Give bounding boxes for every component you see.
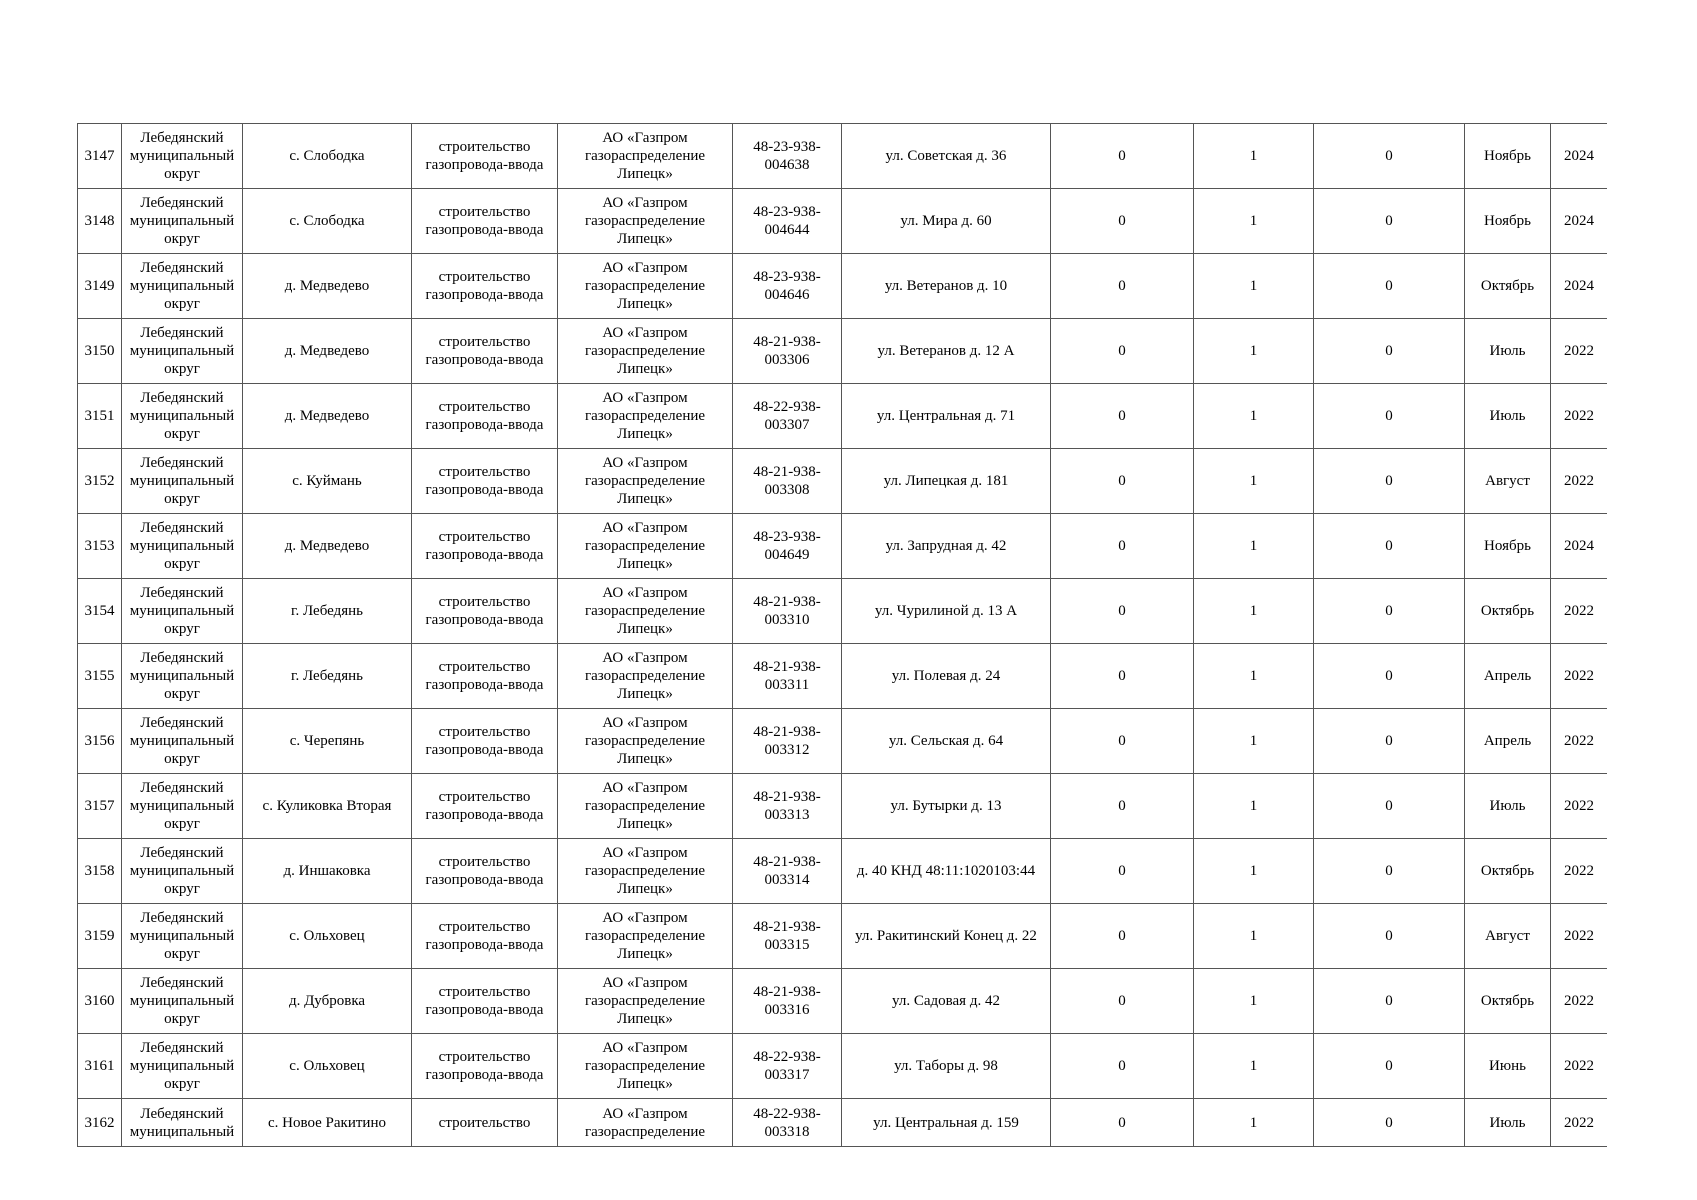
- work-type-cell: строительство газопровода-ввода: [412, 579, 558, 644]
- count-col-3-cell: 0: [1314, 189, 1465, 254]
- count-col-2-cell: 1: [1194, 384, 1314, 449]
- work-type-cell: строительство газопровода-ввода: [412, 514, 558, 579]
- address-cell: ул. Запрудная д. 42: [842, 514, 1051, 579]
- object-code-cell: 48-21-938-003316: [733, 969, 842, 1034]
- count-col-3-cell: 0: [1314, 514, 1465, 579]
- table-row: [78, 449, 1608, 514]
- year-cell: 2022: [1551, 839, 1608, 904]
- address-cell: ул. Бутырки д. 13: [842, 774, 1051, 839]
- work-type-cell: строительство: [412, 1099, 558, 1147]
- row-number-cell: 3148: [78, 189, 122, 254]
- locality-cell: д. Медведево: [243, 254, 412, 319]
- table-row: [78, 384, 1608, 449]
- count-col-3-cell: 0: [1314, 319, 1465, 384]
- locality-cell: д. Медведево: [243, 514, 412, 579]
- count-col-3-cell: 0: [1314, 449, 1465, 514]
- month-cell: Октябрь: [1465, 254, 1551, 319]
- organization-cell: АО «Газпром газораспределение Липецк»: [558, 969, 733, 1034]
- work-type-cell: строительство газопровода-ввода: [412, 709, 558, 774]
- organization-cell: АО «Газпром газораспределение Липецк»: [558, 319, 733, 384]
- count-col-1-cell: 0: [1051, 644, 1194, 709]
- work-type-cell: строительство газопровода-ввода: [412, 319, 558, 384]
- count-col-1-cell: 0: [1051, 254, 1194, 319]
- count-col-1-cell: 0: [1051, 189, 1194, 254]
- year-cell: 2022: [1551, 774, 1608, 839]
- district-cell: Лебедянский муниципальный округ: [122, 189, 243, 254]
- count-col-1-cell: 0: [1051, 904, 1194, 969]
- month-cell: Июль: [1465, 384, 1551, 449]
- object-code-cell: 48-22-938-003307: [733, 384, 842, 449]
- count-col-2-cell: 1: [1194, 254, 1314, 319]
- district-cell: Лебедянский муниципальный округ: [122, 254, 243, 319]
- row-number-cell: 3149: [78, 254, 122, 319]
- address-cell: ул. Ракитинский Конец д. 22: [842, 904, 1051, 969]
- table-row: [78, 579, 1608, 644]
- work-type-cell: строительство газопровода-ввода: [412, 124, 558, 189]
- locality-cell: д. Медведево: [243, 319, 412, 384]
- table-row: [78, 514, 1608, 579]
- district-cell: Лебедянский муниципальный округ: [122, 969, 243, 1034]
- district-cell: Лебедянский муниципальный округ: [122, 904, 243, 969]
- count-col-1-cell: 0: [1051, 384, 1194, 449]
- count-col-2-cell: 1: [1194, 904, 1314, 969]
- count-col-3-cell: 0: [1314, 384, 1465, 449]
- organization-cell: АО «Газпром газораспределение Липецк»: [558, 189, 733, 254]
- table-row: [78, 969, 1608, 1034]
- work-type-cell: строительство газопровода-ввода: [412, 449, 558, 514]
- locality-cell: с. Ольховец: [243, 904, 412, 969]
- count-col-1-cell: 0: [1051, 579, 1194, 644]
- table-row: [78, 1099, 1608, 1147]
- address-cell: ул. Ветеранов д. 12 А: [842, 319, 1051, 384]
- row-number-cell: 3153: [78, 514, 122, 579]
- count-col-2-cell: 1: [1194, 124, 1314, 189]
- count-col-2-cell: 1: [1194, 514, 1314, 579]
- work-type-cell: строительство газопровода-ввода: [412, 839, 558, 904]
- row-number-cell: 3158: [78, 839, 122, 904]
- district-cell: Лебедянский муниципальный округ: [122, 839, 243, 904]
- organization-cell: АО «Газпром газораспределение Липецк»: [558, 124, 733, 189]
- count-col-3-cell: 0: [1314, 644, 1465, 709]
- count-col-1-cell: 0: [1051, 709, 1194, 774]
- month-cell: Июль: [1465, 774, 1551, 839]
- month-cell: Август: [1465, 449, 1551, 514]
- month-cell: Ноябрь: [1465, 189, 1551, 254]
- locality-cell: д. Иншаковка: [243, 839, 412, 904]
- month-cell: Июнь: [1465, 1034, 1551, 1099]
- row-number-cell: 3159: [78, 904, 122, 969]
- gasification-table: [77, 123, 1607, 1147]
- table-row: [78, 709, 1608, 774]
- work-type-cell: строительство газопровода-ввода: [412, 1034, 558, 1099]
- row-number-cell: 3155: [78, 644, 122, 709]
- year-cell: 2024: [1551, 189, 1608, 254]
- address-cell: ул. Чурилиной д. 13 А: [842, 579, 1051, 644]
- count-col-1-cell: 0: [1051, 1099, 1194, 1147]
- month-cell: Октябрь: [1465, 969, 1551, 1034]
- table-body: [78, 124, 1608, 1147]
- locality-cell: с. Слободка: [243, 124, 412, 189]
- object-code-cell: 48-22-938-003318: [733, 1099, 842, 1147]
- organization-cell: АО «Газпром газораспределение Липецк»: [558, 904, 733, 969]
- count-col-3-cell: 0: [1314, 1099, 1465, 1147]
- row-number-cell: 3157: [78, 774, 122, 839]
- work-type-cell: строительство газопровода-ввода: [412, 644, 558, 709]
- organization-cell: АО «Газпром газораспределение Липецк»: [558, 774, 733, 839]
- locality-cell: д. Дубровка: [243, 969, 412, 1034]
- address-cell: ул. Мира д. 60: [842, 189, 1051, 254]
- district-cell: Лебедянский муниципальный округ: [122, 1034, 243, 1099]
- count-col-1-cell: 0: [1051, 514, 1194, 579]
- locality-cell: с. Куликовка Вторая: [243, 774, 412, 839]
- count-col-1-cell: 0: [1051, 839, 1194, 904]
- table-row: [78, 644, 1608, 709]
- object-code-cell: 48-21-938-003310: [733, 579, 842, 644]
- count-col-2-cell: 1: [1194, 969, 1314, 1034]
- organization-cell: АО «Газпром газораспределение Липецк»: [558, 384, 733, 449]
- year-cell: 2024: [1551, 514, 1608, 579]
- row-number-cell: 3154: [78, 579, 122, 644]
- row-number-cell: 3147: [78, 124, 122, 189]
- district-cell: Лебедянский муниципальный округ: [122, 644, 243, 709]
- organization-cell: АО «Газпром газораспределение Липецк»: [558, 579, 733, 644]
- count-col-1-cell: 0: [1051, 1034, 1194, 1099]
- address-cell: ул. Ветеранов д. 10: [842, 254, 1051, 319]
- table-row: [78, 319, 1608, 384]
- address-cell: ул. Садовая д. 42: [842, 969, 1051, 1034]
- object-code-cell: 48-21-938-003314: [733, 839, 842, 904]
- month-cell: Апрель: [1465, 709, 1551, 774]
- table-row: [78, 904, 1608, 969]
- object-code-cell: 48-23-938-004649: [733, 514, 842, 579]
- count-col-2-cell: 1: [1194, 774, 1314, 839]
- count-col-3-cell: 0: [1314, 969, 1465, 1034]
- count-col-1-cell: 0: [1051, 124, 1194, 189]
- organization-cell: АО «Газпром газораспределение Липецк»: [558, 644, 733, 709]
- table-row: [78, 839, 1608, 904]
- address-cell: ул. Сельская д. 64: [842, 709, 1051, 774]
- address-cell: ул. Липецкая д. 181: [842, 449, 1051, 514]
- organization-cell: АО «Газпром газораспределение Липецк»: [558, 1034, 733, 1099]
- count-col-2-cell: 1: [1194, 1099, 1314, 1147]
- locality-cell: с. Новое Ракитино: [243, 1099, 412, 1147]
- district-cell: Лебедянский муниципальный округ: [122, 384, 243, 449]
- count-col-2-cell: 1: [1194, 319, 1314, 384]
- count-col-2-cell: 1: [1194, 579, 1314, 644]
- year-cell: 2022: [1551, 319, 1608, 384]
- row-number-cell: 3160: [78, 969, 122, 1034]
- year-cell: 2022: [1551, 579, 1608, 644]
- organization-cell: АО «Газпром газораспределение Липецк»: [558, 254, 733, 319]
- count-col-2-cell: 1: [1194, 189, 1314, 254]
- locality-cell: г. Лебедянь: [243, 579, 412, 644]
- row-number-cell: 3161: [78, 1034, 122, 1099]
- year-cell: 2022: [1551, 449, 1608, 514]
- month-cell: Октябрь: [1465, 579, 1551, 644]
- year-cell: 2022: [1551, 1099, 1608, 1147]
- district-cell: Лебедянский муниципальный округ: [122, 774, 243, 839]
- count-col-1-cell: 0: [1051, 774, 1194, 839]
- count-col-3-cell: 0: [1314, 774, 1465, 839]
- locality-cell: г. Лебедянь: [243, 644, 412, 709]
- year-cell: 2022: [1551, 969, 1608, 1034]
- row-number-cell: 3151: [78, 384, 122, 449]
- table-row: [78, 254, 1608, 319]
- count-col-2-cell: 1: [1194, 1034, 1314, 1099]
- count-col-2-cell: 1: [1194, 709, 1314, 774]
- year-cell: 2022: [1551, 904, 1608, 969]
- address-cell: ул. Центральная д. 71: [842, 384, 1051, 449]
- year-cell: 2024: [1551, 124, 1608, 189]
- month-cell: Июль: [1465, 319, 1551, 384]
- count-col-3-cell: 0: [1314, 904, 1465, 969]
- count-col-2-cell: 1: [1194, 839, 1314, 904]
- table-row: [78, 189, 1608, 254]
- count-col-2-cell: 1: [1194, 644, 1314, 709]
- year-cell: 2022: [1551, 709, 1608, 774]
- object-code-cell: 48-21-938-003315: [733, 904, 842, 969]
- district-cell: Лебедянский муниципальный округ: [122, 449, 243, 514]
- row-number-cell: 3156: [78, 709, 122, 774]
- row-number-cell: 3150: [78, 319, 122, 384]
- district-cell: Лебедянский муниципальный: [122, 1099, 243, 1147]
- month-cell: Август: [1465, 904, 1551, 969]
- work-type-cell: строительство газопровода-ввода: [412, 384, 558, 449]
- month-cell: Ноябрь: [1465, 514, 1551, 579]
- object-code-cell: 48-23-938-004644: [733, 189, 842, 254]
- work-type-cell: строительство газопровода-ввода: [412, 774, 558, 839]
- object-code-cell: 48-23-938-004638: [733, 124, 842, 189]
- work-type-cell: строительство газопровода-ввода: [412, 904, 558, 969]
- locality-cell: с. Черепянь: [243, 709, 412, 774]
- count-col-2-cell: 1: [1194, 449, 1314, 514]
- table-row: [78, 124, 1608, 189]
- count-col-3-cell: 0: [1314, 124, 1465, 189]
- count-col-1-cell: 0: [1051, 969, 1194, 1034]
- address-cell: д. 40 КНД 48:11:1020103:44: [842, 839, 1051, 904]
- table-row: [78, 774, 1608, 839]
- organization-cell: АО «Газпром газораспределение Липецк»: [558, 839, 733, 904]
- address-cell: ул. Центральная д. 159: [842, 1099, 1051, 1147]
- document-page: [77, 123, 1607, 1150]
- district-cell: Лебедянский муниципальный округ: [122, 579, 243, 644]
- object-code-cell: 48-21-938-003313: [733, 774, 842, 839]
- year-cell: 2024: [1551, 254, 1608, 319]
- address-cell: ул. Таборы д. 98: [842, 1034, 1051, 1099]
- count-col-3-cell: 0: [1314, 254, 1465, 319]
- month-cell: Апрель: [1465, 644, 1551, 709]
- table-row: [78, 1034, 1608, 1099]
- locality-cell: д. Медведево: [243, 384, 412, 449]
- organization-cell: АО «Газпром газораспределение: [558, 1099, 733, 1147]
- count-col-3-cell: 0: [1314, 709, 1465, 774]
- row-number-cell: 3152: [78, 449, 122, 514]
- district-cell: Лебедянский муниципальный округ: [122, 514, 243, 579]
- month-cell: Ноябрь: [1465, 124, 1551, 189]
- district-cell: Лебедянский муниципальный округ: [122, 124, 243, 189]
- work-type-cell: строительство газопровода-ввода: [412, 189, 558, 254]
- month-cell: Октябрь: [1465, 839, 1551, 904]
- locality-cell: с. Слободка: [243, 189, 412, 254]
- district-cell: Лебедянский муниципальный округ: [122, 319, 243, 384]
- address-cell: ул. Полевая д. 24: [842, 644, 1051, 709]
- locality-cell: с. Куймань: [243, 449, 412, 514]
- year-cell: 2022: [1551, 1034, 1608, 1099]
- locality-cell: с. Ольховец: [243, 1034, 412, 1099]
- organization-cell: АО «Газпром газораспределение Липецк»: [558, 514, 733, 579]
- row-number-cell: 3162: [78, 1099, 122, 1147]
- object-code-cell: 48-21-938-003311: [733, 644, 842, 709]
- count-col-3-cell: 0: [1314, 839, 1465, 904]
- count-col-3-cell: 0: [1314, 1034, 1465, 1099]
- month-cell: Июль: [1465, 1099, 1551, 1147]
- district-cell: Лебедянский муниципальный округ: [122, 709, 243, 774]
- object-code-cell: 48-21-938-003306: [733, 319, 842, 384]
- object-code-cell: 48-23-938-004646: [733, 254, 842, 319]
- count-col-1-cell: 0: [1051, 319, 1194, 384]
- object-code-cell: 48-21-938-003312: [733, 709, 842, 774]
- count-col-3-cell: 0: [1314, 579, 1465, 644]
- work-type-cell: строительство газопровода-ввода: [412, 254, 558, 319]
- object-code-cell: 48-21-938-003308: [733, 449, 842, 514]
- count-col-1-cell: 0: [1051, 449, 1194, 514]
- organization-cell: АО «Газпром газораспределение Липецк»: [558, 709, 733, 774]
- year-cell: 2022: [1551, 384, 1608, 449]
- year-cell: 2022: [1551, 644, 1608, 709]
- organization-cell: АО «Газпром газораспределение Липецк»: [558, 449, 733, 514]
- address-cell: ул. Советская д. 36: [842, 124, 1051, 189]
- work-type-cell: строительство газопровода-ввода: [412, 969, 558, 1034]
- object-code-cell: 48-22-938-003317: [733, 1034, 842, 1099]
